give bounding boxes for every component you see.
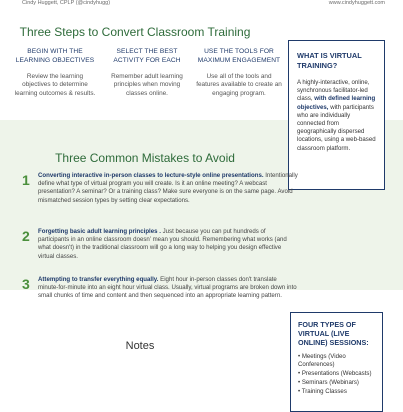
- session-types-list: [298, 353, 375, 396]
- mistake-body: Intentionally define what type of virtual program you will create. Is it an online meeting? A webcast presentation? A seminar? Or a training class? Make sure everyone is on the same page. Avoid mismatched session types by setting clear expectations.: [38, 172, 298, 204]
- definition-bold: with defined learning objectives,: [297, 95, 376, 111]
- step-heading: SELECT THE BEST ACTIVITY FOR EACH: [113, 48, 181, 64]
- session-types-box: [290, 312, 383, 412]
- author-credit: Cindy Huggett, CPLP (@cindyhugg): [22, 0, 111, 6]
- session-type-item: • Meetings (Video Conferences): [298, 353, 346, 368]
- step-body: Use all of the tools and features available to create an engaging program.: [196, 73, 282, 97]
- website-link[interactable]: www.cindyhuggett.com: [328, 0, 385, 6]
- step-body: Review the learning objectives to determine learning outcomes & results.: [14, 73, 96, 97]
- step-2: [104, 48, 190, 98]
- step-heading: USE THE TOOLS FOR MAXIMUM ENGAGEMENT: [197, 48, 281, 64]
- mistake-text: [38, 228, 298, 261]
- page-header: [0, 0, 403, 9]
- mistake-number: 3: [22, 276, 30, 292]
- step-3: [196, 48, 282, 98]
- mistake-number: 1: [22, 172, 30, 188]
- mistake-number: 2: [22, 228, 30, 244]
- what-is-virtual-training-box: [288, 40, 385, 190]
- step-body: Remember adult learning principles when moving classes online.: [111, 73, 183, 97]
- step-1: [12, 48, 98, 98]
- step-heading: BEGIN WITH THE LEARNING OBJECTIVES: [15, 48, 95, 64]
- session-type-item: • Presentations (Webcasts): [298, 370, 372, 377]
- steps-title: Three Steps to Convert Classroom Training: [19, 25, 251, 39]
- session-type-item: • Training Classes: [298, 388, 347, 395]
- mistake-text: [38, 172, 298, 205]
- mistakes-title: Three Common Mistakes to Avoid: [55, 151, 235, 165]
- notes-title: Notes: [125, 340, 155, 352]
- session-types-title: FOUR TYPES OF VIRTUAL (LIVE ONLINE) SESSIONS:: [298, 320, 369, 347]
- mistake-body: Just because you can put hundreds of participants in an online classroom doesn’ mean you should. Remembering what works (and what doesn't) in the traditional classroom will go a long way to helping you design effective virtual classes.: [38, 228, 287, 260]
- session-type-item: • Seminars (Webinars): [298, 379, 359, 386]
- mistake-lead: Forgetting basic adult learning principles .: [38, 228, 161, 235]
- mistake-lead: Converting interactive in-person classes to lecture-style online presentations.: [38, 172, 264, 179]
- mistake-lead: Attempting to transfer everything equally.: [38, 276, 159, 283]
- definition-intro: A highly-interactive, online, synchronous facilitator-led class,: [297, 79, 370, 103]
- mistake-body: Eight hour in-person classes don't translate minute-for-minute into an eight hour virtual class. Usually, virtual programs are broken down into small chunks of time and content and then sequenced into an appropriate learning pattern.: [38, 276, 297, 300]
- what-is-definition: [297, 79, 376, 153]
- definition-rest: with participants who are individually connected from geographically dispersed locations, using a web-based classroom platform.: [297, 103, 376, 152]
- what-is-title: WHAT IS VIRTUAL TRAINING?: [297, 51, 362, 70]
- mistake-text: [38, 276, 298, 301]
